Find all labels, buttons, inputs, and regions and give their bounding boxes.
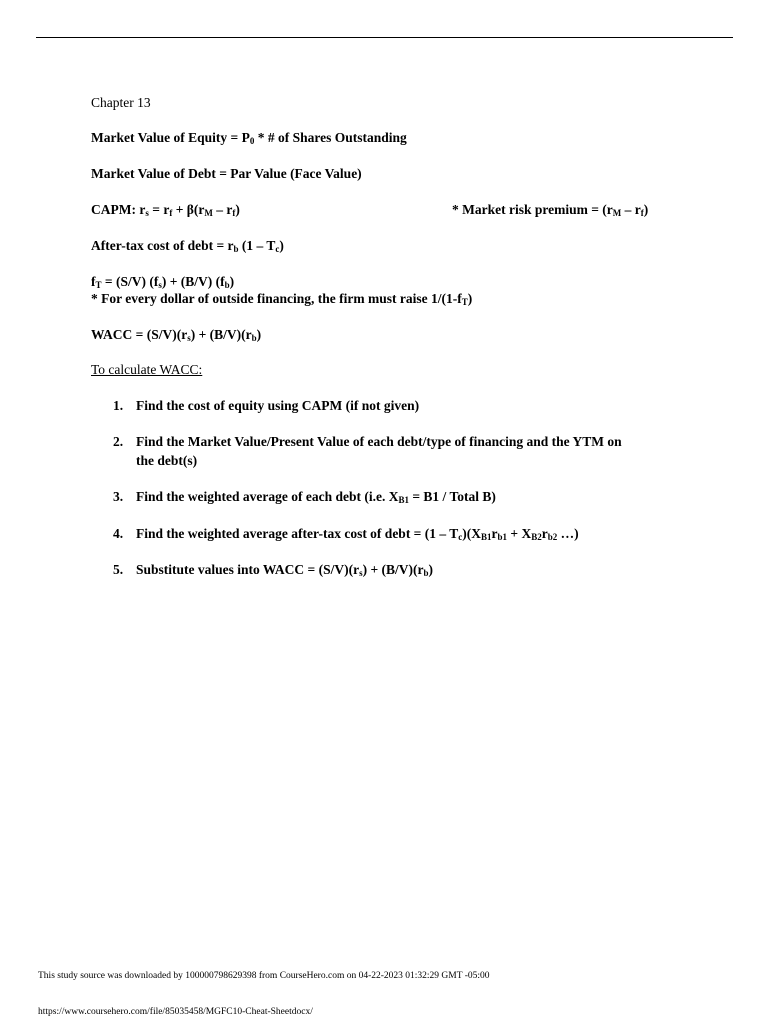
ft-formula: $f_T = (S/V) (f_s) + (B/V)$ $(f_b)$ [91,274,235,290]
step-number: 1. [113,398,124,413]
footer-source: This study source was downloaded by 100000798629398 from CourseHero.com on 04-22-2023 01:32:29 GMT -05:00 [38,971,490,981]
step-number: 4. [113,526,124,541]
equity-formula: Market Value of Equity = $P_0$ * # of Shares Outstanding [91,130,407,146]
calc-heading: To calculate WACC: [91,362,203,377]
step-2-line-1: Find the Market Value/Present Value of each debt/type of financing and the YTM on [136,434,622,449]
market-risk-premium: * Market risk premium = $(r_M - r_f)$ [452,202,649,218]
debt-formula: Market Value of Debt = Par Value (Face Value) [91,166,362,181]
step-number: 2. [113,434,124,449]
step-4: Find the weighted average after-tax cost of debt = $(1 - T_c)(X_{B1}r_{b1} + X_{B2}r_{b2}$ …) [136,526,579,542]
step-3: Find the weighted average of each debt (i.e. $X_{B1} = B1$ / Total B) [136,489,496,505]
financing-note: * For every dollar of outside financing, the firm must raise $1/(1-f_T)$ [91,291,473,307]
step-number: 3. [113,489,124,504]
step-2-line-2: the debt(s) [136,453,198,468]
footer-url[interactable]: https://www.coursehero.com/file/85035458/MGFC10-Cheat-Sheetdocx/ [38,1007,313,1017]
after-tax-formula: After-tax cost of debt = $r_b$ $(1 - T_c)$ [91,238,284,254]
chapter-heading: Chapter 13 [91,95,151,110]
top-rule [36,37,733,38]
step-number: 5. [113,562,124,577]
capm-formula: CAPM: $r_s = r_f + \beta(r_M - r_f)$ * Market risk premium = $(r_M - r_f)$ [91,202,649,218]
wacc-formula: WACC = $(S/V)(r_s) + (B/V)(r_b)$ [91,327,262,343]
step-5: Substitute values into WACC = $(S/V)(r_s) + (B/V)(r_b)$ [136,562,434,578]
step-1: Find the cost of equity using CAPM (if not given) [136,398,420,413]
